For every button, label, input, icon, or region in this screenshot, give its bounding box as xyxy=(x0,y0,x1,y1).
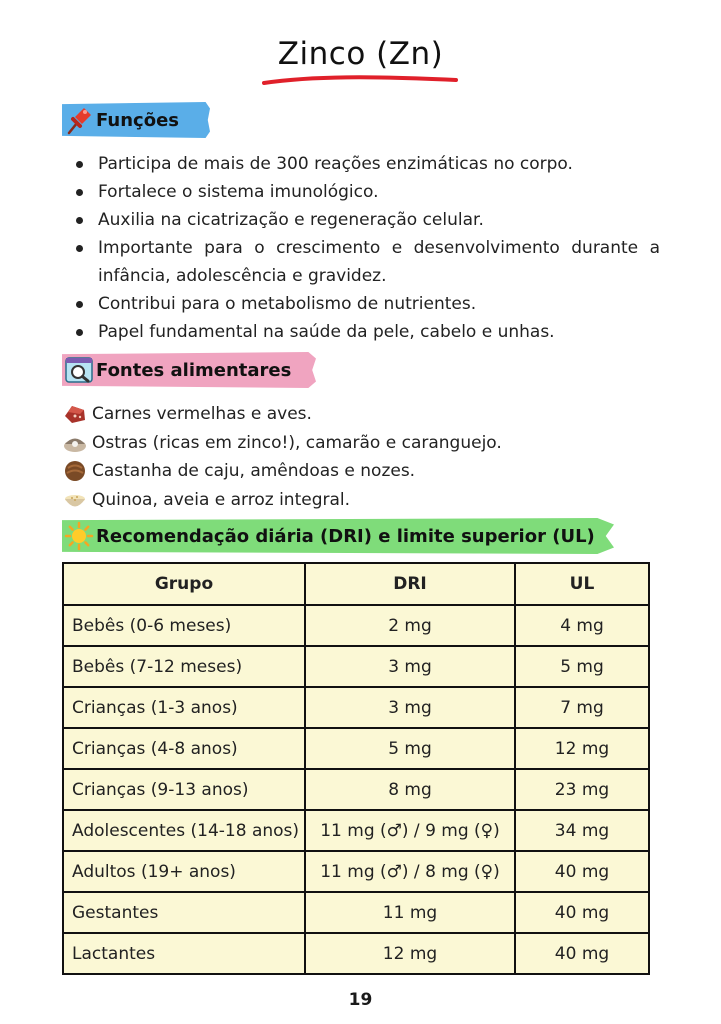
cell-ul: 7 mg xyxy=(515,687,649,728)
cell-ul: 40 mg xyxy=(515,933,649,974)
table-row xyxy=(63,605,649,646)
cell-group: Bebês (7-12 meses) xyxy=(63,646,305,687)
table-row xyxy=(63,687,649,728)
recommendation-heading: Recomendação diária (DRI) e limite superior (UL) xyxy=(96,525,595,547)
column-header-ul: UL xyxy=(515,563,649,605)
table-row xyxy=(63,892,649,933)
cell-group: Crianças (9-13 anos) xyxy=(63,769,305,810)
sources-header xyxy=(62,352,316,388)
table-row xyxy=(63,769,649,810)
cell-group: Lactantes xyxy=(63,933,305,974)
cell-ul: 40 mg xyxy=(515,892,649,933)
food-item-text: Carnes vermelhas e aves. xyxy=(92,404,312,425)
list-item: Fortalece o sistema imunológico. xyxy=(74,178,660,206)
recommendation-header xyxy=(62,518,614,554)
cell-group: Adolescentes (14-18 anos) xyxy=(63,810,305,851)
table-row xyxy=(63,933,649,974)
cell-ul: 40 mg xyxy=(515,851,649,892)
cell-dri: 2 mg xyxy=(305,605,515,646)
food-item-text: Quinoa, aveia e arroz integral. xyxy=(92,489,351,510)
sun-icon xyxy=(64,521,94,551)
cell-ul: 5 mg xyxy=(515,646,649,687)
cell-dri: 11 mg xyxy=(305,892,515,933)
table-row xyxy=(63,851,649,892)
cell-dri: 8 mg xyxy=(305,769,515,810)
sources-list xyxy=(62,400,502,514)
table-row xyxy=(63,810,649,851)
cell-dri: 5 mg xyxy=(305,728,515,769)
grain-bowl-icon xyxy=(62,488,88,512)
functions-list xyxy=(74,150,660,346)
table-row xyxy=(63,646,649,687)
food-item-text: Castanha de caju, amêndoas e nozes. xyxy=(92,461,416,482)
list-item xyxy=(62,429,502,458)
food-item-text: Ostras (ricas em zinco!), camarão e caranguejo. xyxy=(92,432,502,453)
cell-dri: 11 mg (♂) / 8 mg (♀) xyxy=(305,851,515,892)
table-row xyxy=(63,728,649,769)
list-item xyxy=(62,486,502,515)
oyster-icon xyxy=(62,431,88,455)
cell-dri: 12 mg xyxy=(305,933,515,974)
cell-ul: 4 mg xyxy=(515,605,649,646)
cell-dri: 3 mg xyxy=(305,687,515,728)
sources-heading: Fontes alimentares xyxy=(96,359,292,381)
table-header-row xyxy=(63,563,649,605)
cell-dri: 3 mg xyxy=(305,646,515,687)
column-header-dri: DRI xyxy=(305,563,515,605)
list-item xyxy=(62,400,502,429)
list-item: Contribui para o metabolismo de nutrientes. xyxy=(74,290,660,318)
cell-group: Crianças (1-3 anos) xyxy=(63,687,305,728)
functions-header xyxy=(62,102,210,138)
cell-ul: 12 mg xyxy=(515,728,649,769)
cell-dri: 11 mg (♂) / 9 mg (♀) xyxy=(305,810,515,851)
dri-table xyxy=(62,562,650,975)
column-header-group: Grupo xyxy=(63,563,305,605)
list-item: Importante para o crescimento e desenvolvimento durante a infância, adolescência e gravidez. xyxy=(74,234,660,290)
list-item: Auxilia na cicatrização e regeneração celular. xyxy=(74,206,660,234)
coconut-nut-icon xyxy=(62,459,88,483)
cell-group: Bebês (0-6 meses) xyxy=(63,605,305,646)
list-item: Papel fundamental na saúde da pele, cabelo e unhas. xyxy=(74,318,660,346)
cell-ul: 23 mg xyxy=(515,769,649,810)
pushpin-icon xyxy=(64,105,94,135)
page-title: Zinco (Zn) xyxy=(277,36,444,72)
cell-group: Crianças (4-8 anos) xyxy=(63,728,305,769)
meat-icon xyxy=(62,402,88,426)
cell-ul: 34 mg xyxy=(515,810,649,851)
magnifier-icon xyxy=(64,355,94,385)
cell-group: Adultos (19+ anos) xyxy=(63,851,305,892)
page-number: 19 xyxy=(348,990,373,1010)
title-underline xyxy=(262,74,458,88)
cell-group: Gestantes xyxy=(63,892,305,933)
list-item xyxy=(62,457,502,486)
list-item: Participa de mais de 300 reações enzimáticas no corpo. xyxy=(74,150,660,178)
functions-heading: Funções xyxy=(96,109,179,131)
